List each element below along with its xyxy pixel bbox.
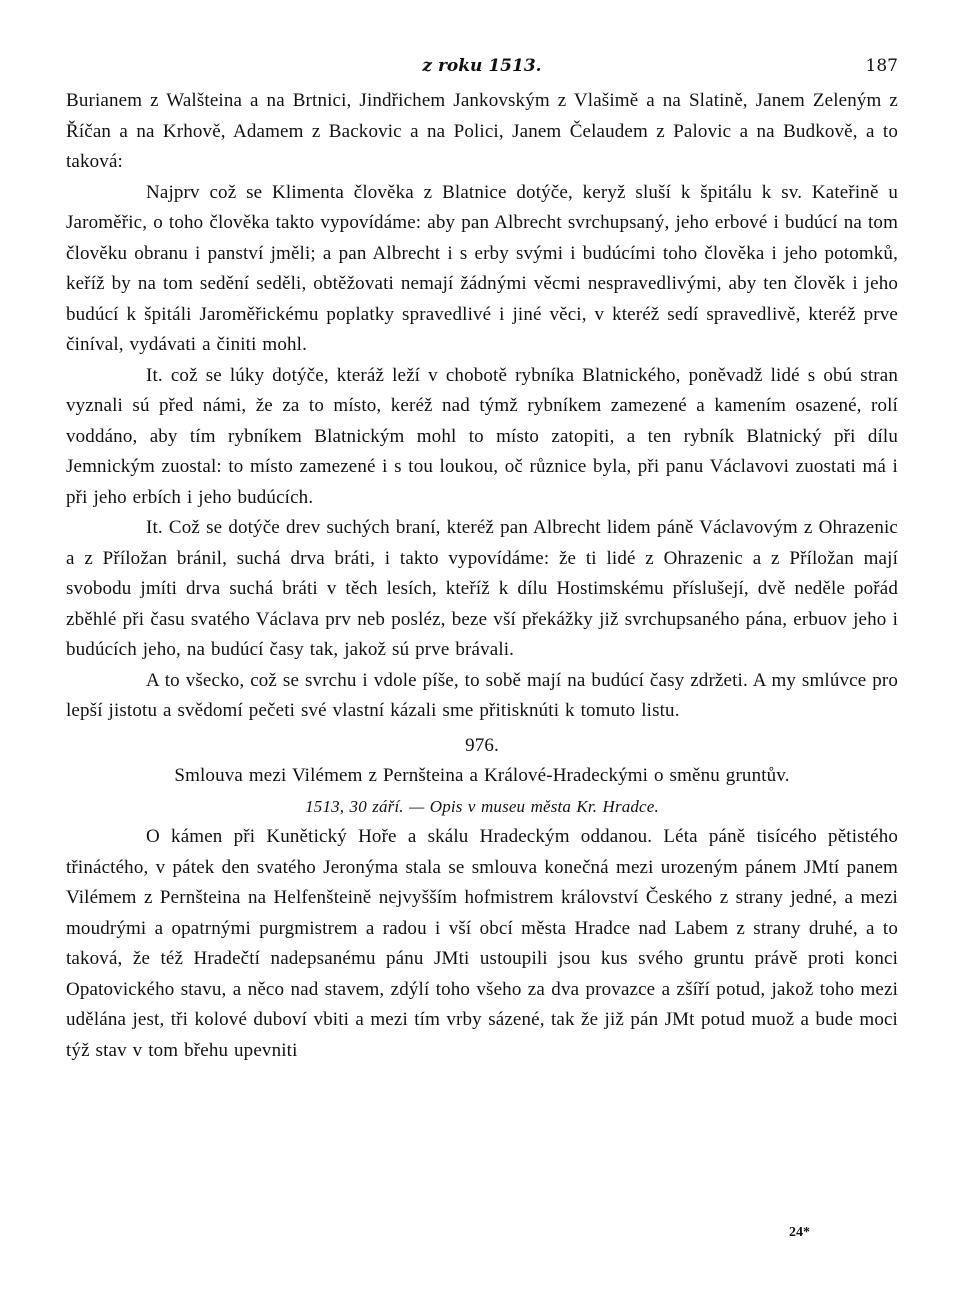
paragraph-kliment: Najprv což se Klimenta člověka z Blatnice dotýče, keryž sluší k špitálu k sv. Kateřině u Jaroměřic, o toho člověka takto vypovídáme: aby pan Albrecht svrchupsaný, jeho erbové i budúcí na tom člověku obranu i panství jměli; a pan Albrecht i s erby svými i budúcími toho člověka i jeho potomků, keříž by na tom sedění seděli, obtěžovati nemají žádnými věcmi nespravedlivými, aby ten člověk i jeho budúcí k špitáli Jaroměřickému poplatky spravedlivé i jiné věci, v kteréž sedí spravedlivě, kteréž prve činíval, vydávati a činiti mohl. — [66, 181, 898, 355]
running-head: z roku 1513. — [422, 56, 542, 76]
document-number: 976. — [465, 734, 499, 756]
page-header — [66, 52, 898, 86]
paragraph-witnesses: Burianem z Walšteina a na Brtnici, Jindřichem Jankovským z Vlašimě a na Slatině, Janem Zeleným z Říčan a na Krhově, Adamem z Backovic a na Polici, Janem Čelaudem z Palovic a na Budkově, a to taková: — [66, 90, 898, 172]
paragraph-dry-wood: It. Což se dotýče drev suchých braní, kteréž pan Albrecht lidem páně Václavovým z Ohrazenic a z Příložan bránil, suchá drva bráti, i takto vypovídáme: že ti lidé z Ohrazenic a z Příložan mají svobodu jmíti drva suchá bráti v těch lesích, kteříž k dílu Hostimskému příslušejí, dvě neděle pořád zběhlé při času svatého Václava prv neb posléz, beze vší překážky již svrchupsaného pána, erbuov jeho i budúcích jeho, na budúcí časy tak, jakož sú prve brávali. — [66, 517, 898, 660]
paragraph-seals: A to všecko, což se svrchu i vdole píše, to sobě mají na budúcí časy zdržeti. A my smlúvce pro lepší jistotu a svědomí pečeti své vlastní kázali sme přitisknúti k tomuto listu. — [66, 669, 898, 721]
body-text — [66, 86, 898, 1066]
document-title: Smlouva mezi Vilémem z Pernšteina a Králové-Hradeckými o směnu gruntův. — [174, 765, 790, 786]
document-date-source: 1513, 30 září. — Opis v museu města Kr. Hradce. — [305, 796, 659, 816]
paragraph-contract: O kámen při Kunětický Hoře a skálu Hradeckým oddanou. Léta páně tisícého pětistého třináctého, v pátek den svatého Jeronýma stala se smlouva konečná mezi urozeným pánem JMtí panem Vilémem z Pernšteina na Helfenšteině nejvyšším hofmistrem království Českého z strany jedné, a mezi moudrými a opatrnými purgmistrem a radou i vší obcí města Hradce nad Labem z strany druhé, a to taková, že též Hradečtí nadepsanému pánu JMti ustoupili jsou kus svého gruntu právě proti konci Opatovického stavu, a něco nad stavem, zdýlí toho všeho za dva provazce a zšíří potud, jakož toho mezi udělána jest, tři kolové duboví vbiti a mezi tím vrby sázené, tak že již pán JMt potud muož a bude moci týž stav v tom břehu upevniti — [66, 826, 898, 1061]
signature-mark: 24* — [789, 1225, 810, 1240]
page-number: 187 — [865, 56, 898, 76]
book-page — [66, 52, 898, 1066]
paragraph-meadow: It. což se lúky dotýče, kteráž leží v chobotě rybníka Blatnického, poněvadž lidé s obú stran vyznali sú před námi, že za to místo, keréž nad týmž rybníkem zamezené a kamením osazené, rolí voddáno, aby tím rybníkem Blatnickým mohl to místo zatopiti, a ten rybník Blatnický při dílu Jemnickým zuostal: to místo zamezené i s tou loukou, oč různice byla, při panu Václavovi zuostati má i při jeho erbích i jeho budúcích. — [66, 364, 898, 508]
